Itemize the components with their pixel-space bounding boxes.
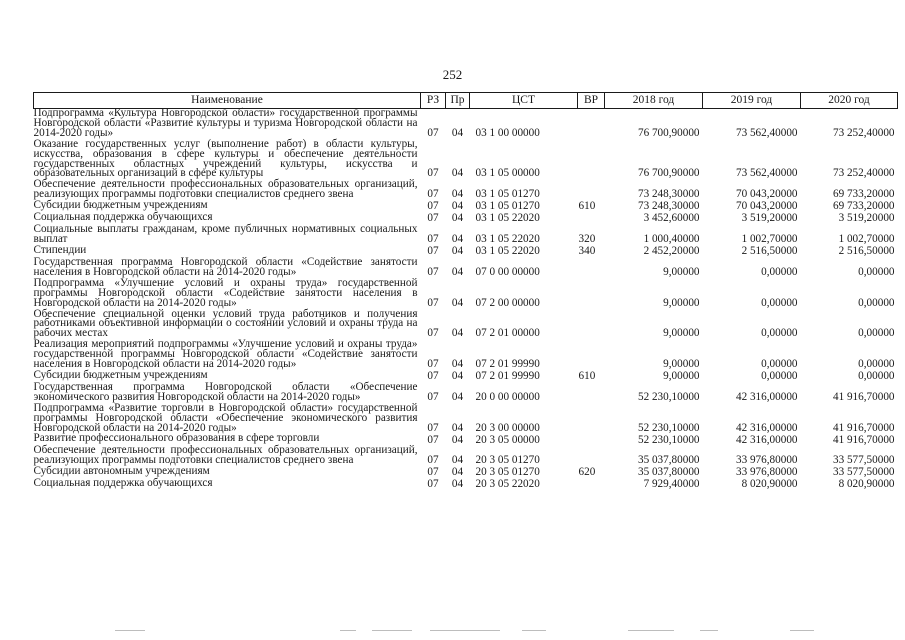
row-cst: 07 2 01 00000 bbox=[475, 327, 540, 340]
row-amount-2019: 42 316,00000 bbox=[735, 390, 798, 403]
row-vr bbox=[578, 383, 605, 404]
row-name bbox=[34, 109, 421, 140]
row-name-text: Субсидии бюджетным учреждениям bbox=[33, 199, 208, 212]
row-cst: 03 1 00 00000 bbox=[475, 126, 540, 139]
row-amount-2018: 9,00000 bbox=[663, 327, 700, 340]
row-rz: 07 bbox=[427, 188, 439, 201]
table-row bbox=[34, 404, 898, 435]
header-2018: 2018 год bbox=[605, 93, 703, 109]
table-row bbox=[34, 225, 898, 246]
row-vr bbox=[578, 140, 605, 181]
row-cst: 03 1 05 22020 bbox=[475, 245, 540, 258]
row-pr: 04 bbox=[451, 327, 464, 340]
row-amount-2020: 0,00000 bbox=[858, 296, 895, 309]
row-amount-2018: 52 230,10000 bbox=[637, 421, 700, 434]
row-pr: 04 bbox=[451, 200, 464, 213]
row-rz: 07 bbox=[427, 126, 439, 139]
row-name-text: Государственная программа Новгородской области «Содействие занятости населения в Новгородской области на 2014-2020 годы» bbox=[33, 255, 418, 278]
table-row bbox=[34, 258, 898, 279]
header-2020: 2020 год bbox=[801, 93, 898, 109]
row-name-text: Социальная поддержка обучающихся bbox=[33, 477, 213, 490]
row-pr: 04 bbox=[451, 233, 464, 246]
row-name bbox=[33, 401, 421, 435]
row-amount-2019: 0,00000 bbox=[761, 358, 798, 371]
row-cst: 03 1 05 01270 bbox=[475, 188, 540, 201]
row-amount-2018: 9,00000 bbox=[663, 265, 700, 278]
row-name bbox=[33, 276, 421, 310]
header-cst: ЦСТ bbox=[470, 93, 578, 109]
row-amount-2019: 33 976,80000 bbox=[735, 466, 798, 479]
row-amount-2018: 35 037,80000 bbox=[637, 454, 700, 467]
row-amount-2020: 69 733,20000 bbox=[832, 188, 895, 201]
budget-table-container bbox=[33, 92, 895, 491]
row-pr: 04 bbox=[451, 167, 464, 180]
row-name bbox=[34, 180, 421, 201]
row-rz: 07 bbox=[427, 433, 439, 446]
page-number: 252 bbox=[442, 67, 463, 82]
row-rz: 07 bbox=[427, 167, 439, 180]
row-amount-2019: 42 316,00000 bbox=[735, 433, 798, 446]
row-amount-2020: 41 916,70000 bbox=[832, 433, 895, 446]
row-amount-2019: 73 562,40000 bbox=[735, 167, 798, 180]
row-vr bbox=[578, 279, 605, 310]
row-amount-2018: 35 037,80000 bbox=[637, 466, 700, 479]
row-rz: 07 bbox=[427, 466, 439, 479]
table-row bbox=[34, 140, 898, 181]
row-amount-2019: 0,00000 bbox=[761, 296, 798, 309]
row-amount-2020: 73 252,40000 bbox=[832, 126, 895, 139]
row-rz: 07 bbox=[427, 245, 439, 258]
row-cst: 20 3 00 00000 bbox=[475, 421, 540, 434]
row-vr: 620 bbox=[578, 466, 596, 479]
table-row bbox=[34, 109, 898, 140]
row-vr: 610 bbox=[578, 370, 596, 383]
row-amount-2020: 69 733,20000 bbox=[832, 200, 895, 213]
row-amount-2020: 33 577,50000 bbox=[832, 466, 895, 479]
row-amount-2019: 8 020,90000 bbox=[741, 478, 798, 491]
row-cst: 07 2 01 99990 bbox=[475, 358, 540, 371]
row-name bbox=[34, 225, 421, 246]
row-rz: 07 bbox=[427, 233, 439, 246]
row-amount-2018: 52 230,10000 bbox=[637, 433, 700, 446]
row-pr: 04 bbox=[451, 478, 464, 491]
row-name bbox=[34, 479, 421, 491]
row-name-text: Подпрограмма «Культура Новгородской области» государственной программы Новгородской области «Развитие культуры и туризма Новгородской области на 2014-2020 годы» bbox=[33, 107, 418, 139]
row-vr bbox=[578, 180, 605, 201]
row-amount-2020: 0,00000 bbox=[858, 358, 895, 371]
row-amount-2019: 0,00000 bbox=[761, 265, 798, 278]
header-rz: РЗ bbox=[421, 93, 446, 109]
row-pr: 04 bbox=[451, 296, 464, 309]
row-amount-2020: 41 916,70000 bbox=[832, 421, 895, 434]
row-pr: 04 bbox=[451, 421, 464, 434]
row-cst: 20 0 00 00000 bbox=[475, 390, 540, 403]
row-rz: 07 bbox=[427, 265, 439, 278]
table-body bbox=[34, 109, 898, 492]
row-name-text: Субсидии бюджетным учреждениям bbox=[33, 368, 208, 381]
row-amount-2018: 73 248,30000 bbox=[637, 188, 700, 201]
row-amount-2020: 2 516,50000 bbox=[838, 245, 895, 258]
row-name bbox=[33, 307, 421, 341]
row-name-text: Развитие профессионального образования в сфере торговли bbox=[33, 432, 320, 445]
row-name-text: Реализация мероприятий подпрограммы «Улучшение условий и охраны труда» государственной программы Новгородской области «Содействие занятости населения в Новгородской области на 2014-2020 годы» bbox=[33, 338, 418, 371]
row-name bbox=[33, 137, 421, 181]
row-name bbox=[34, 340, 421, 371]
row-cst: 20 3 05 01270 bbox=[475, 466, 540, 479]
row-pr: 04 bbox=[451, 212, 464, 225]
row-vr bbox=[578, 479, 605, 491]
row-amount-2020: 8 020,90000 bbox=[838, 478, 895, 491]
row-pr: 04 bbox=[451, 454, 464, 467]
row-cst: 03 1 05 01270 bbox=[475, 200, 540, 213]
row-rz: 07 bbox=[427, 200, 439, 213]
row-vr bbox=[578, 404, 605, 435]
row-amount-2020: 3 519,20000 bbox=[838, 212, 895, 225]
row-amount-2018: 7 929,40000 bbox=[643, 478, 700, 491]
row-pr: 04 bbox=[451, 466, 464, 479]
row-name bbox=[34, 446, 421, 467]
row-cst: 07 2 00 00000 bbox=[475, 296, 540, 309]
row-pr: 04 bbox=[451, 126, 464, 139]
row-cst: 03 1 05 00000 bbox=[475, 167, 540, 180]
row-amount-2018: 76 700,90000 bbox=[637, 167, 700, 180]
row-vr bbox=[578, 434, 605, 446]
header-vr: ВР bbox=[578, 93, 605, 109]
row-amount-2018: 52 230,10000 bbox=[637, 390, 700, 403]
table-row bbox=[34, 340, 898, 371]
row-rz: 07 bbox=[427, 358, 439, 371]
row-rz: 07 bbox=[427, 421, 439, 434]
row-vr bbox=[578, 109, 605, 140]
row-cst: 07 0 00 00000 bbox=[475, 265, 540, 278]
row-name-text: Субсидии автономным учреждениям bbox=[33, 465, 210, 478]
row-vr bbox=[578, 258, 605, 279]
budget-table bbox=[33, 92, 898, 491]
row-amount-2018: 1 000,40000 bbox=[643, 233, 700, 246]
row-pr: 04 bbox=[451, 188, 464, 201]
row-vr: 320 bbox=[578, 233, 596, 246]
row-cst: 20 3 05 22020 bbox=[475, 478, 540, 491]
row-name-text: Социальные выплаты гражданам, кроме публичных нормативных социальных выплат bbox=[33, 223, 418, 246]
row-amount-2020: 33 577,50000 bbox=[832, 454, 895, 467]
row-rz: 07 bbox=[427, 454, 439, 467]
row-cst: 20 3 05 01270 bbox=[475, 454, 540, 467]
scan-artifacts bbox=[0, 626, 905, 636]
row-name bbox=[33, 380, 421, 404]
row-rz: 07 bbox=[427, 370, 439, 383]
row-amount-2018: 9,00000 bbox=[663, 296, 700, 309]
row-vr: 610 bbox=[578, 200, 596, 213]
row-amount-2020: 41 916,70000 bbox=[832, 390, 895, 403]
row-name-text: Подпрограмма «Улучшение условий и охраны труда» государственной программы Новгородской области «Содействие занятости населения в Новгородской области на 2014-2020 годы» bbox=[33, 276, 418, 309]
row-pr: 04 bbox=[451, 370, 464, 383]
row-pr: 04 bbox=[451, 358, 464, 371]
row-amount-2018: 3 452,60000 bbox=[643, 212, 700, 225]
row-vr bbox=[578, 213, 605, 225]
row-amount-2019: 0,00000 bbox=[761, 370, 798, 383]
table-row bbox=[34, 446, 898, 467]
table-row bbox=[34, 479, 898, 491]
row-amount-2019: 2 516,50000 bbox=[741, 245, 798, 258]
row-name-text: Обеспечение деятельности профессиональных образовательных организаций, реализующих программы подготовки специалистов среднего звена bbox=[33, 178, 418, 201]
row-vr bbox=[578, 340, 605, 371]
row-pr: 04 bbox=[451, 390, 464, 403]
row-amount-2019: 70 043,20000 bbox=[735, 200, 798, 213]
row-amount-2020: 73 252,40000 bbox=[832, 167, 895, 180]
row-rz: 07 bbox=[427, 478, 439, 491]
row-vr bbox=[578, 310, 605, 341]
row-amount-2020: 0,00000 bbox=[858, 370, 895, 383]
row-amount-2020: 1 002,70000 bbox=[838, 233, 895, 246]
header-name: Наименование bbox=[34, 93, 421, 109]
row-amount-2018: 73 248,30000 bbox=[637, 200, 700, 213]
row-amount-2018: 2 452,20000 bbox=[643, 245, 700, 258]
row-amount-2018: 76 700,90000 bbox=[637, 126, 700, 139]
row-name-text: Оказание государственных услуг (выполнение работ) в области культуры, искусства, образования в сфере культуры и обеспечение деятельности государственных областных учреждений культуры, искусства и образовательных организаций в сфере культуры bbox=[33, 137, 418, 180]
row-pr: 04 bbox=[451, 265, 464, 278]
table-row bbox=[34, 180, 898, 201]
row-vr bbox=[578, 446, 605, 467]
row-amount-2019: 42 316,00000 bbox=[735, 421, 798, 434]
row-amount-2019: 70 043,20000 bbox=[735, 188, 798, 201]
row-rz: 07 bbox=[427, 212, 439, 225]
row-name-text: Обеспечение деятельности профессиональных образовательных организаций, реализующих программы подготовки специалистов среднего звена bbox=[33, 444, 418, 467]
row-amount-2019: 1 002,70000 bbox=[741, 233, 798, 246]
row-pr: 04 bbox=[451, 433, 464, 446]
row-cst: 20 3 05 00000 bbox=[475, 433, 540, 446]
row-amount-2018: 9,00000 bbox=[663, 370, 700, 383]
row-name-text: Подпрограмма «Развитие торговли в Новгородской области» государственной программы Новгородской области «Обеспечение экономического развития Новгородской области на 2014-2020 годы» bbox=[33, 401, 418, 434]
row-name-text: Социальная поддержка обучающихся bbox=[33, 211, 213, 224]
row-rz: 07 bbox=[427, 296, 439, 309]
row-amount-2020: 0,00000 bbox=[858, 327, 895, 340]
table-row bbox=[34, 310, 898, 341]
row-vr: 340 bbox=[578, 245, 596, 258]
row-amount-2020: 0,00000 bbox=[858, 265, 895, 278]
row-cst: 03 1 05 22020 bbox=[475, 212, 540, 225]
row-amount-2019: 33 976,80000 bbox=[735, 454, 798, 467]
row-rz: 07 bbox=[427, 390, 439, 403]
row-name-text: Государственная программа Новгородской области «Обеспечение экономического развития Новгородской области на 2014-2020 годы» bbox=[33, 380, 418, 403]
row-amount-2019: 3 519,20000 bbox=[741, 212, 798, 225]
table-row bbox=[34, 383, 898, 404]
row-name-text: Стипендии bbox=[33, 243, 87, 256]
row-cst: 03 1 05 22020 bbox=[475, 233, 540, 246]
row-pr: 04 bbox=[451, 245, 464, 258]
header-2019: 2019 год bbox=[703, 93, 801, 109]
row-name-text: Обеспечение специальной оценки условий труда работников и получения работниками объективной информации о состоянии условий и охраны труда на рабочих местах bbox=[33, 307, 418, 340]
row-amount-2019: 0,00000 bbox=[761, 327, 798, 340]
header-pr: Пр bbox=[446, 93, 470, 109]
row-amount-2019: 73 562,40000 bbox=[735, 126, 798, 139]
row-amount-2018: 9,00000 bbox=[663, 358, 700, 371]
row-rz: 07 bbox=[427, 327, 439, 340]
table-row bbox=[34, 279, 898, 310]
row-cst: 07 2 01 99990 bbox=[475, 370, 540, 383]
row-name bbox=[33, 255, 421, 279]
